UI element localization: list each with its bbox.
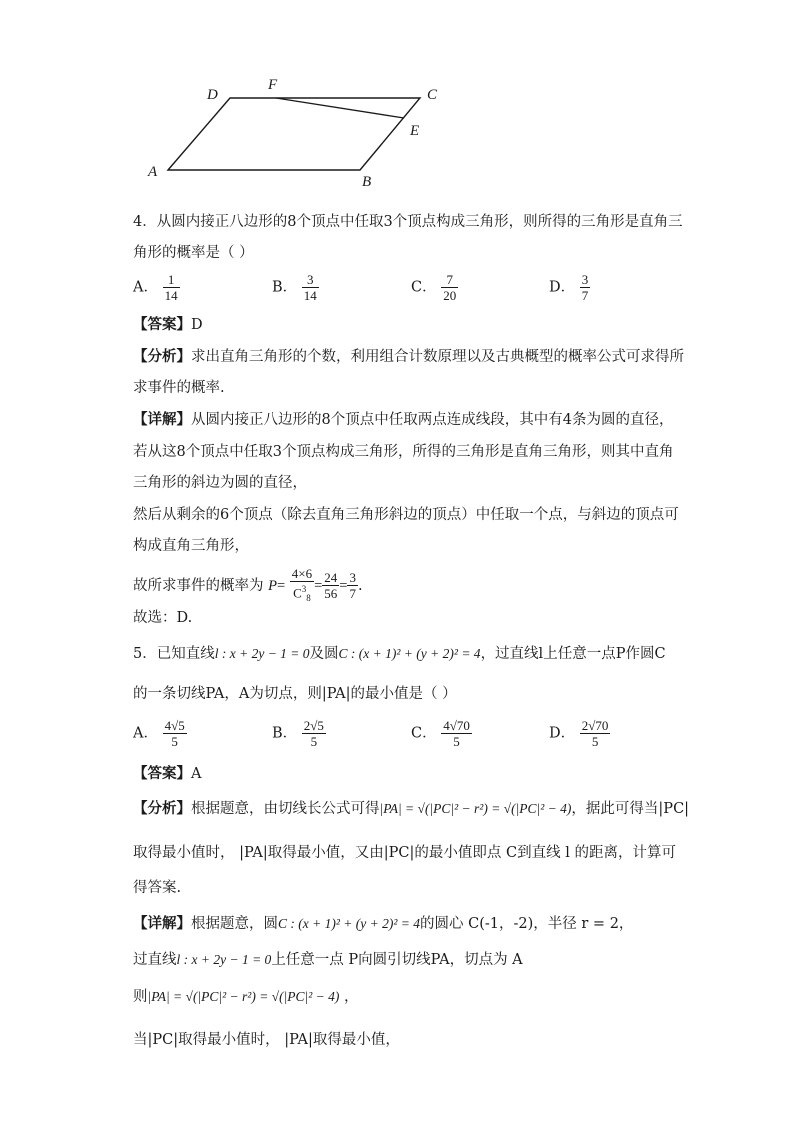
q5-option-b: B． $\frac{2√5}{5}$ xyxy=(272,718,324,749)
q5-option-a-fraction: $\frac{4√5}{5}$ xyxy=(164,718,185,749)
q4-probability: 故所求事件的概率为 P= $\frac{4\times 6}{C^3_8}$ = $\frac{24}{56}$ = $\frac{3}{7}$ . xyxy=(133,566,363,606)
parallelogram-abcd xyxy=(168,98,420,170)
q5-detail-line1: 【详解】根据题意，圆C : (x + 1)² + (y + 2)² = 4的圆心 C(-1，-2)，半径 r = 2， xyxy=(133,915,634,932)
q5-option-d-fraction: $\frac{2√70}{5}$ xyxy=(581,718,609,749)
q5-analysis-line2: 取得最小值时， |PA|取得最小值，又由|PC|的最小值即点 C到直线 l 的距离，计算可 xyxy=(133,845,676,861)
q5-stem-line2: 的一条切线PA，A为切点，则|PA|的最小值是（ ） xyxy=(133,686,457,702)
q4-option-c-fraction: $\frac{7}{20}$ xyxy=(443,272,457,303)
label-D: D xyxy=(207,87,218,103)
q4-detail-line5: 构成直角三角形， xyxy=(133,538,249,554)
q5-option-c-fraction: $\frac{4√70}{5}$ xyxy=(443,718,470,749)
label-C: C xyxy=(427,87,438,103)
q4-option-a-fraction: $\frac{1}{14}$ xyxy=(164,272,178,303)
q5-stem-line1: 5．已知直线l : x + 2y − 1 = 0及圆C : (x + 1)² + (y + 2)² = 4，过直线l上任意一点P作圆C xyxy=(133,646,666,662)
q4-detail-line1: 【详解】从圆内接正八边形的8个顶点中任取两点连成线段，其中有4条为圆的直径， xyxy=(133,411,674,428)
segment-fe xyxy=(276,98,404,118)
q4-choice: 故选：D. xyxy=(133,610,193,626)
q4-option-b: B． $\frac{3}{14}$ xyxy=(272,272,317,303)
q4-analysis-line2: 求事件的概率. xyxy=(133,380,225,396)
q4-detail-line4: 然后从剩余的6个顶点（除去直角三角形斜边的顶点）中任取一个点，与斜边的顶点可 xyxy=(133,507,679,523)
q5-analysis-line1: 【分析】根据题意，由切线长公式可得|PA| = √(|PC|² − r²) = √(|PC|² − 4)，据此可得当|PC| xyxy=(133,800,690,817)
q4-option-d: D． $\frac{3}{7}$ xyxy=(549,272,589,303)
label-E: E xyxy=(410,123,420,139)
q4-detail-line3: 三角形的斜边为圆的直径， xyxy=(133,475,307,491)
q4-prob-fraction-3: $\frac{3}{7}$ xyxy=(349,570,356,602)
q4-option-a: A． $\frac{1}{14}$ xyxy=(133,272,178,303)
q4-stem-line2: 角形的概率是（ ） xyxy=(133,245,254,261)
q5-analysis-line3: 得答案. xyxy=(133,880,182,896)
q5-option-a: A． $\frac{4√5}{5}$ xyxy=(133,718,185,749)
label-F: F xyxy=(268,77,278,93)
q4-prob-fraction-2: $\frac{24}{56}$ xyxy=(324,570,338,602)
q4-stem-line1: 4．从圆内接正八边形的8个顶点中任取3个顶点构成三角形，则所得的三角形是直角三 xyxy=(133,214,683,230)
q5-detail-line3: 则|PA| = √(|PC|² − r²) = √(|PC|² − 4) ， xyxy=(133,989,359,1005)
q5-answer: 【答案】A xyxy=(133,765,202,782)
q5-detail-line4: 当|PC|取得最小值时， |PA|取得最小值， xyxy=(133,1032,400,1048)
label-B: B xyxy=(362,174,372,190)
q4-option-d-fraction: $\frac{3}{7}$ xyxy=(581,272,589,303)
q5-detail-line2: 过直线l : x + 2y − 1 = 0上任意一点 P向圆引切线PA，切点为 A xyxy=(133,952,523,968)
q5-option-c: C． $\frac{4√70}{5}$ xyxy=(411,718,470,749)
q4-detail-line2: 若从这8个顶点中任取3个顶点构成三角形，所得的三角形是直角三角形，则其中直角 xyxy=(133,444,674,460)
label-A: A xyxy=(148,164,158,180)
q5-option-b-fraction: $\frac{2√5}{5}$ xyxy=(303,718,324,749)
q4-analysis-line1: 【分析】求出直角三角形的个数，利用组合计数原理以及古典概型的概率公式可求得所 xyxy=(133,348,684,365)
q4-prob-fraction-1: $\frac{4\times 6}{C^3_8}$ xyxy=(291,566,313,603)
q4-option-c: C． $\frac{7}{20}$ xyxy=(411,272,457,303)
parallelogram-figure xyxy=(130,70,460,195)
q5-option-d: D． $\frac{2√70}{5}$ xyxy=(549,718,609,749)
q4-answer: 【答案】D xyxy=(133,316,203,333)
q4-option-b-fraction: $\frac{3}{14}$ xyxy=(303,272,317,303)
